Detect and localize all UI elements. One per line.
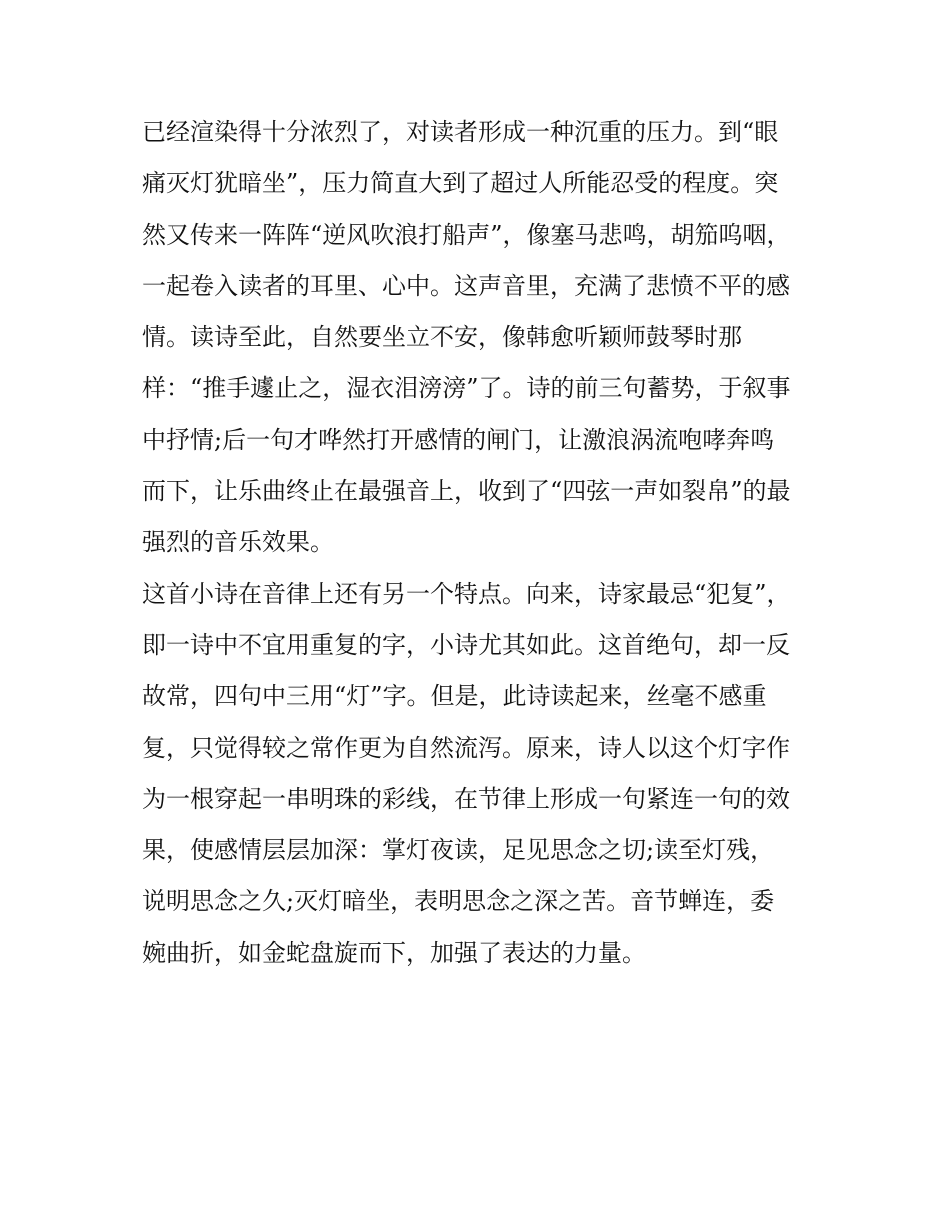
text-line: 而下，让乐曲终止在最强音上，收到了“四弦一声如裂帛”的最 [142,477,791,506]
text-line: 故常，四句中三用“灯”字。但是，此诗读起来，丝毫不感重 [142,682,767,711]
body-text [142,107,822,979]
text-line: 为一根穿起一串明珠的彩线，在节律上形成一句紧连一句的效 [142,784,790,813]
text-line: 已经渲染得十分浓烈了，对读者形成一种沉重的压力。到“眼 [142,118,779,146]
text-line: 果，使感情层层加深：掌灯夜读，足见思念之切;读至灯残， [142,836,775,865]
text-line: 复，只觉得较之常作更为自然流泻。原来，诗人以这个灯字作 [142,733,790,762]
text-line: 强烈的音乐效果。 [142,528,334,557]
text-line: 婉曲折，如金蛇盘旋而下，加强了表达的力量。 [142,938,646,967]
text-line: 这首小诗在音律上还有另一个特点。向来，诗家最忌“犯复”， [142,579,791,608]
text-line: 痛灭灯犹暗坐”，压力简直大到了超过人所能忍受的程度。突 [142,169,779,198]
text-line: 一起卷入读者的耳里、心中。这声音里，充满了悲愤不平的感 [142,271,790,300]
text-line: 中抒情;后一句才哗然打开感情的闸门，让激浪涡流咆哮奔鸣 [142,425,775,454]
text-line: 样：“推手遽止之，湿衣泪滂滂”了。诗的前三句蓄势，于叙事 [142,374,791,403]
text-line: 即一诗中不宜用重复的字，小诗尤其如此。这首绝句，却一反 [142,630,790,659]
text-line: 说明思念之久;灭灯暗坐，表明思念之深之苦。音节蝉连，委 [142,887,775,916]
text-line: 然又传来一阵阵“逆风吹浪打船声”，像塞马悲鸣，胡笳呜咽， [142,220,791,249]
text-line: 情。读诗至此，自然要坐立不安，像韩愈听颖师鼓琴时那 [142,323,742,352]
